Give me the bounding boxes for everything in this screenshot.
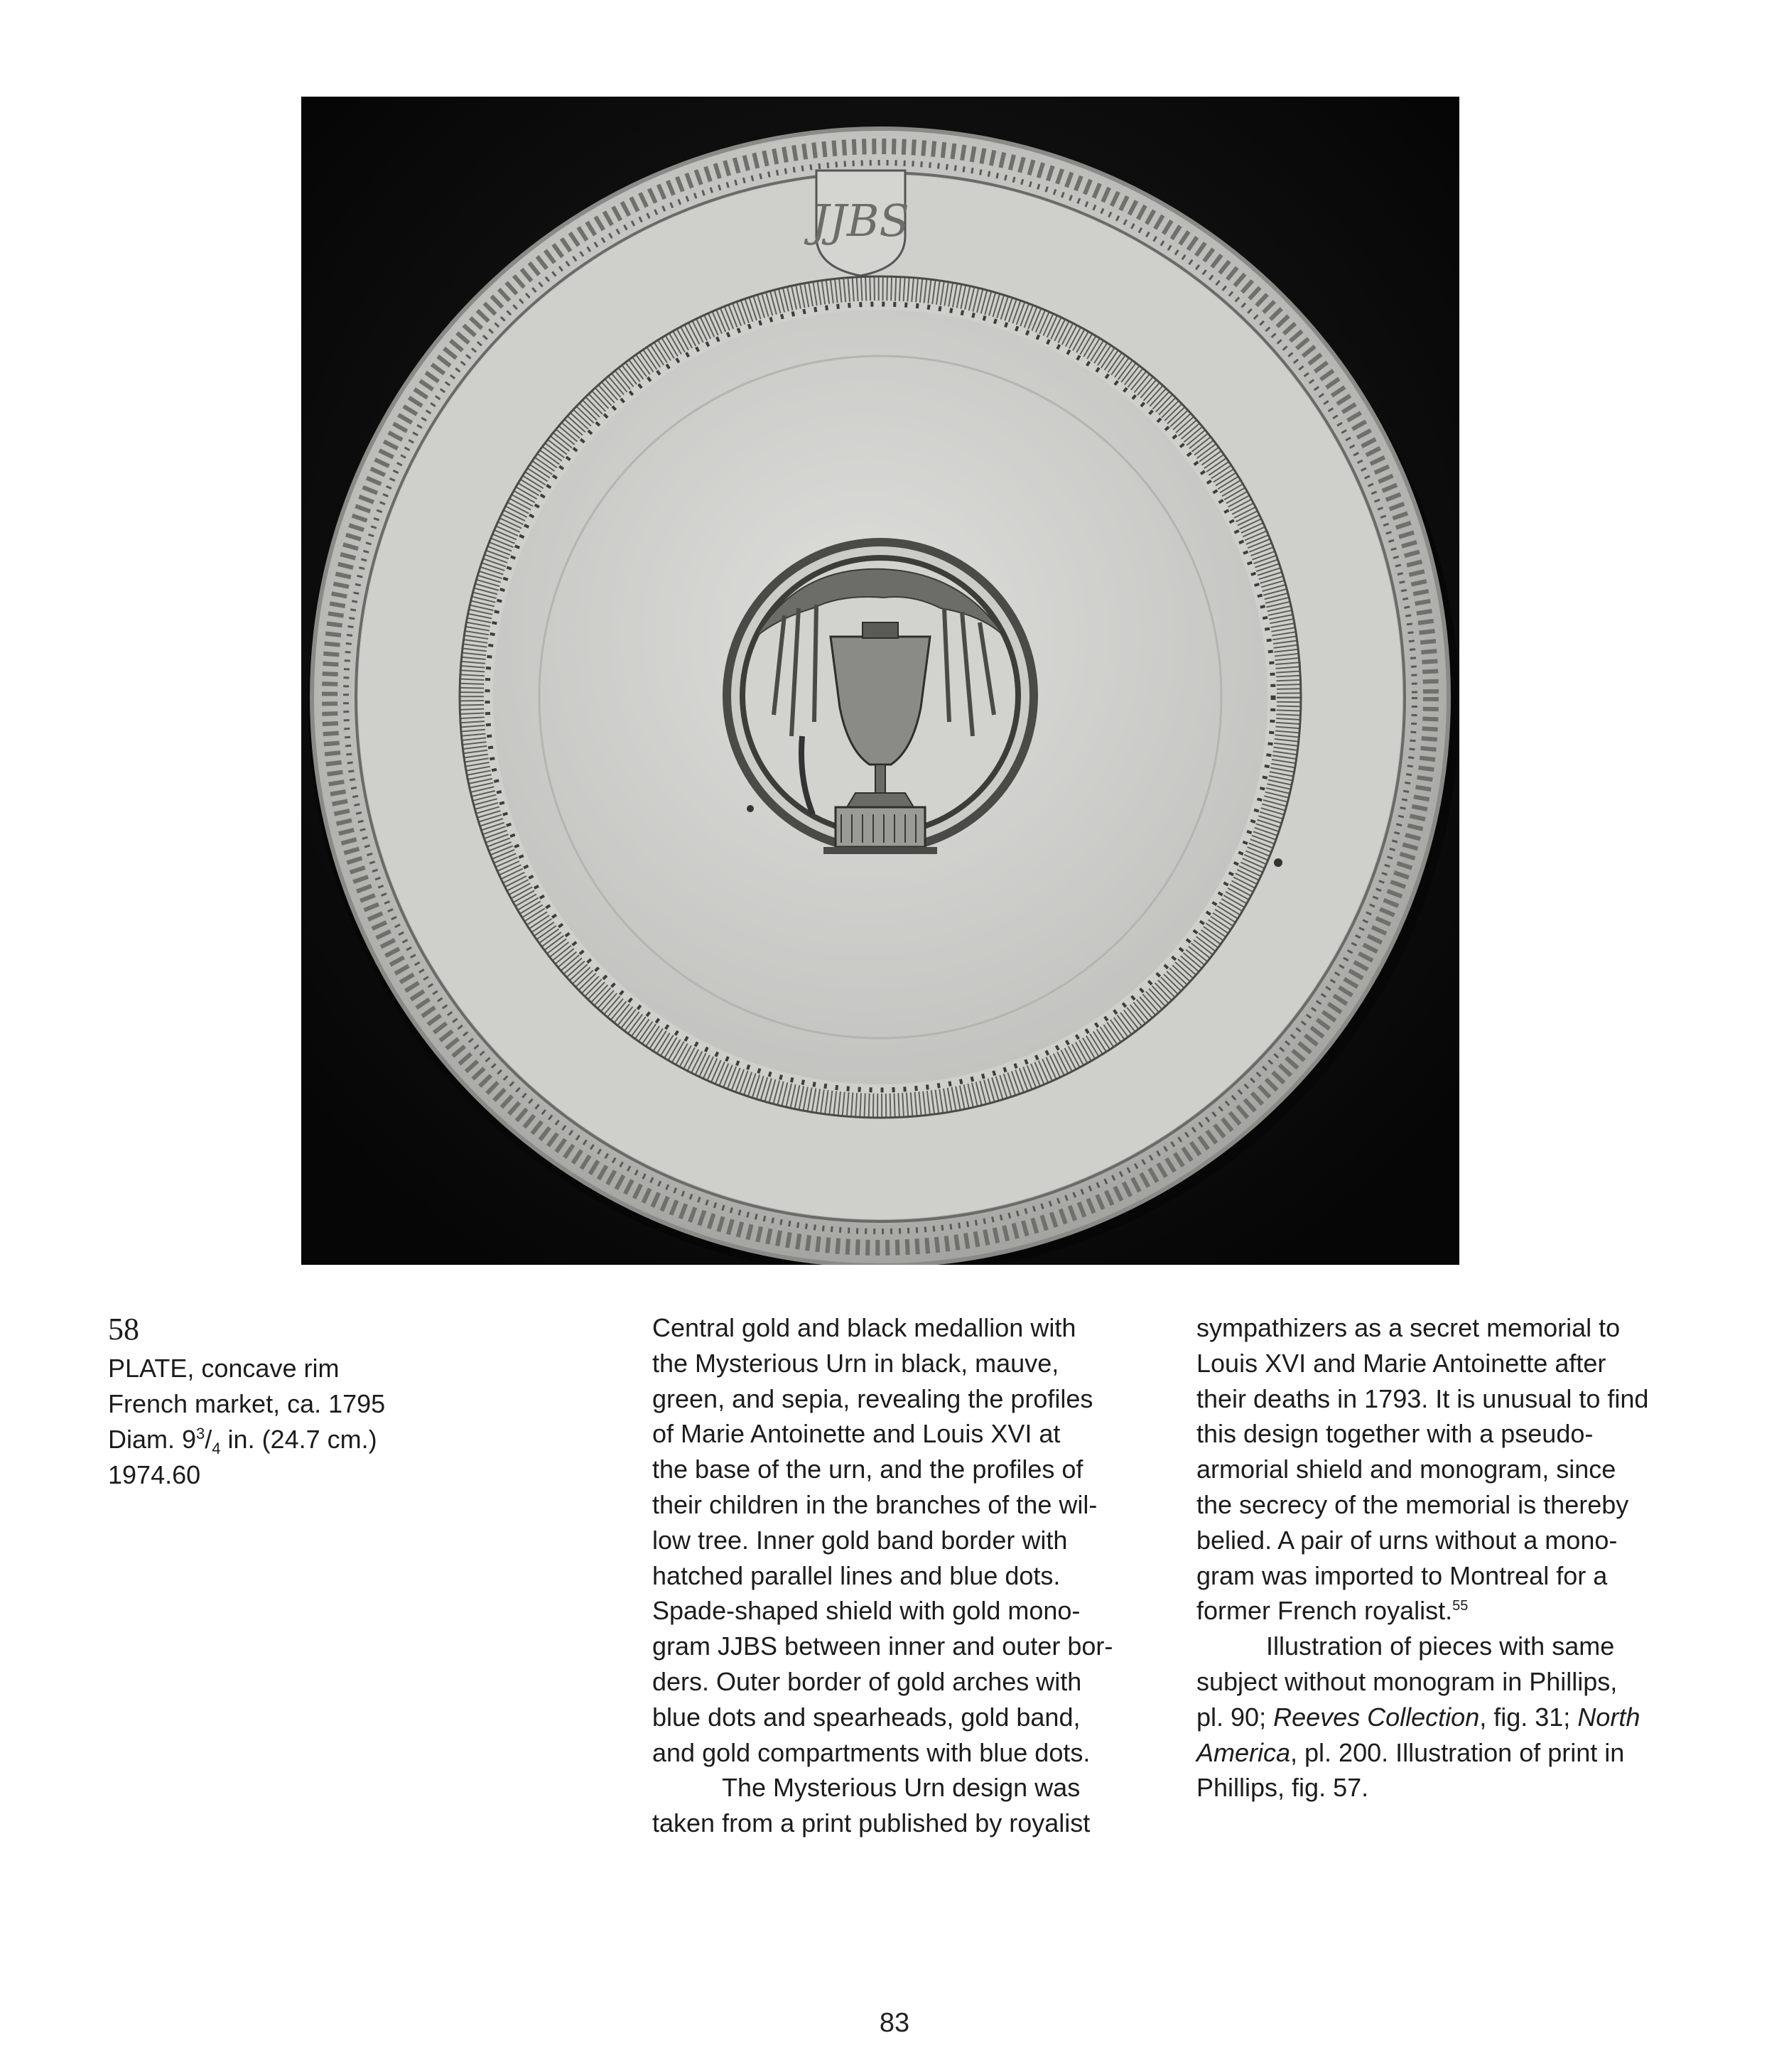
- text-line: Louis XVI and Marie Antoinette after: [1196, 1348, 1606, 1378]
- plate-illustration: [301, 97, 1459, 1265]
- object-title: PLATE, concave rim: [108, 1354, 340, 1383]
- text-line: blue dots and spearheads, gold band,: [652, 1702, 1081, 1732]
- catalogue-number: 58: [108, 1312, 139, 1347]
- page-number: 83: [879, 2008, 910, 2038]
- text-line-citation: [1196, 1735, 1694, 1771]
- text-line: ders. Outer border of gold arches with: [652, 1666, 1082, 1696]
- footnote-text: former French royalist.: [1196, 1596, 1453, 1626]
- text-line: Central gold and black medallion with: [652, 1313, 1076, 1342]
- citation-text: pl. 90;: [1196, 1702, 1274, 1732]
- dimensions-fraction-numerator: 3: [196, 1425, 205, 1442]
- description-column-middle: [652, 1310, 1150, 1841]
- text-line: their children in the branches of the wil-: [652, 1489, 1098, 1519]
- text-line: taken from a print published by royalist: [652, 1808, 1091, 1838]
- dimensions-suffix: in. (24.7 cm.): [220, 1425, 377, 1454]
- dimensions-prefix: Diam. 9: [108, 1425, 197, 1454]
- text-line: Illustration of pieces with same: [1266, 1631, 1615, 1661]
- text-line: armorial shield and monogram, since: [1196, 1455, 1616, 1484]
- citation-title: North: [1577, 1702, 1641, 1732]
- text-line: low tree. Inner gold band border with: [652, 1525, 1068, 1555]
- central-medallion: [723, 538, 1038, 854]
- text-line: the Mysterious Urn in black, mauve,: [652, 1348, 1059, 1378]
- text-line: belied. A pair of urns without a mono-: [1196, 1525, 1618, 1555]
- text-line: their deaths in 1793. It is unusual to find: [1196, 1383, 1649, 1413]
- text-line: gram JJBS between inner and outer bor-: [652, 1631, 1113, 1661]
- citation-text: , pl. 200. Illustration of print in: [1290, 1737, 1625, 1767]
- text-line: green, and sepia, revealing the profiles: [652, 1383, 1093, 1413]
- text-line-citation: [1196, 1700, 1694, 1735]
- plate-photograph: [301, 97, 1459, 1265]
- plate-speck: [1274, 858, 1282, 867]
- text-line: subject without monogram in Phillips,: [1196, 1666, 1618, 1696]
- accession-number: 1974.60: [108, 1460, 201, 1489]
- text-line: the base of the urn, and the profiles of: [652, 1455, 1083, 1484]
- text-line: and gold compartments with blue dots.: [652, 1737, 1091, 1767]
- monogram-lettering: JJBS: [811, 195, 909, 247]
- text-line-footnote: [1196, 1593, 1694, 1629]
- text-line: this design together with a pseudo-: [1196, 1419, 1594, 1449]
- text-line: Phillips, fig. 57.: [1196, 1773, 1369, 1803]
- plate-speck: [747, 805, 754, 812]
- citation-title: America: [1196, 1737, 1291, 1767]
- text-line: The Mysterious Urn design was: [722, 1773, 1081, 1803]
- footnote-reference: 55: [1452, 1598, 1469, 1614]
- citation-title: Reeves Collection: [1273, 1702, 1480, 1732]
- description-column-right: [1196, 1310, 1694, 1806]
- text-line: hatched parallel lines and blue dots.: [652, 1560, 1061, 1590]
- text-line: Spade-shaped shield with gold mono-: [652, 1596, 1081, 1626]
- text-line: sympathizers as a secret memorial to: [1196, 1313, 1621, 1342]
- dimensions-fraction-separator: /: [205, 1425, 212, 1454]
- citation-text: , fig. 31;: [1479, 1702, 1578, 1732]
- dimensions-fraction-denominator: 4: [212, 1440, 221, 1458]
- text-line: the secrecy of the memorial is thereby: [1196, 1489, 1629, 1519]
- market-date: French market, ca. 1795: [108, 1389, 386, 1418]
- text-line: gram was imported to Montreal for a: [1196, 1560, 1608, 1590]
- catalogue-caption: [108, 1310, 492, 1493]
- text-line: of Marie Antoinette and Louis XVI at: [652, 1419, 1061, 1449]
- dimensions: [108, 1422, 492, 1457]
